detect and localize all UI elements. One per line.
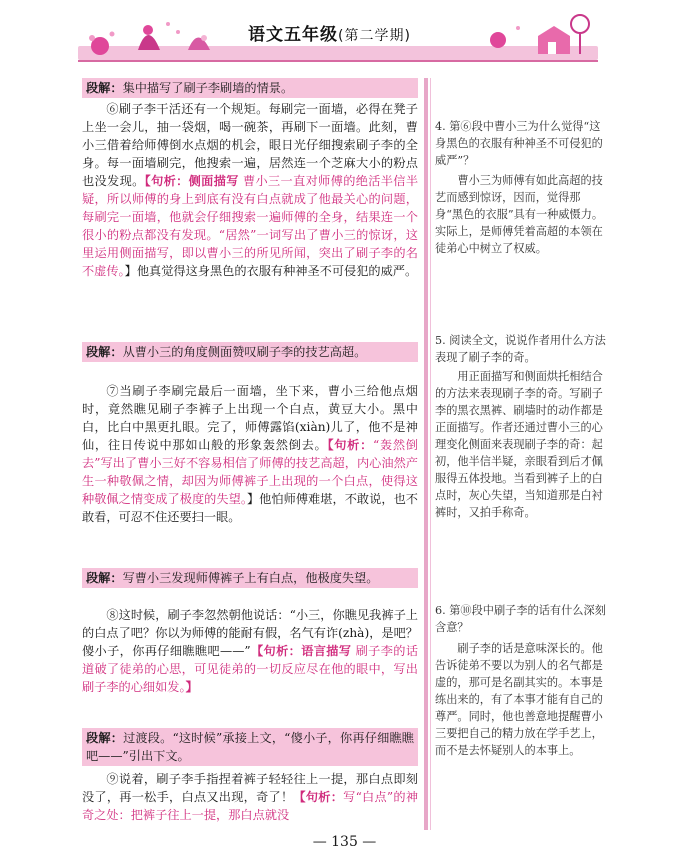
paragraph-6: ⑥刷子李干活还有一个规矩。每刷完一面墙，必得在凳子上坐一会儿，抽一袋烟，喝一碗茶，再刷下一面墙。此刻，曹小三借着给师傅倒水点烟的机会，眼日光仔细搜索刷子李的全身。每一面墙刷完，他搜索一遍，居然连一个芝麻大小的粉点也没发现。【句析：侧面描写 曹小三一直对师傅的绝活半信半疑，所以师傅的身上到底有没有白点就成了他最关心的问题，每刷完一面墙，他就会仔细搜索一遍师傅的全身，结果连一个很小的粉点都没有发现。“居然”一词写出了曹小三的惊讶，这里运用侧面描写，即以曹小三的所见所闻，突出了刷子李的名不虚传。】他真觉得这身黑色的衣服有种神圣不可侵犯的威严。 [82,102,419,278]
paragraph-8: ⑧这时候，刷子李忽然朝他说话：“小三，你瞧见我裤子上的白点了吧？你以为师傅的能耐有假，名气有诈(zhà)，是吧？傻小子，你再仔细瞧瞧吧——”【句析：语言描写 刷子李的话道破了徒弟的心思，可见徒弟的一切反应尽在他的眼中，写出刷子李的心细如发。】 [82,608,419,694]
answer-4: 曹小三为师傅有如此高超的技艺而感到惊讶，因而，觉得那身“黑色的衣服”具有一种威慑力。实际上，是师傅凭着高超的本领在徒弟心中树立了权威。 [435,174,604,255]
answer-6: 刷子李的话是意味深长的。他告诉徒弟不要以为别人的名气都是虚的，那可是名副其实的。本事是练出来的，有了本事才能有自己的尊严。同时，他也善意地提醒曹小三要把自己的精力放在学手艺上，而不是去怀疑别人的本事上。 [435,642,603,757]
paragraph-9: ⑨说着，刷子李手指捏着裤子轻轻往上一提，那白点即刻没了，再一松手，白点又出现，奇了！【句析：写“白点”的神奇之处：把裤子往上一提，那白点就没 [82,772,419,822]
header-house-decoration [468,10,598,60]
questions-column [430,78,611,830]
paragraph-7: ⑦当刷子李刷完最后一面墙，坐下来，曹小三给他点烟时，竟然瞧见刷子李裤子上出现一个白点，黄豆大小。黑中白，比白中黑更扎眼。完了，师傅露馅(xiàn)儿了，他不是神仙，往日传说中那如山般的形象轰然倒去。【句析：“轰然倒去”写出了曹小三好不容易相信了师傅的技艺高超，内心油然产生一种敬佩之情，却因为师傅裤子上出现的一个白点，使得这种敬佩之情变成了极度的失望。】他怕师傅难堪，不敢说，也不敢看，可忍不住还要扫一眼。 [82,384,418,524]
passage-column [82,78,418,830]
paragraph-summary-3: 段解：写曹小三发现师傅裤子上有白点，他极度失望。 [82,568,418,588]
paragraph-summary-1: 段解：集中描写了刷子李刷墙的情景。 [82,78,418,98]
page-number: — 135 — [312,834,377,850]
page-header [78,10,598,66]
answer-5: 用正面描写和侧面烘托相结合的方法来表现刷子李的奇。写刷子李的黑衣黑裤、刷墙时的动作都是正面描写。作者还通过曹小三的心理变化侧面来表现刷子李的奇：起初，他半信半疑，亲眼看到后才佩服得五体投地。当看到裤子上的白点时，灰心失望，当知道那是白衬裤时，又拍手称奇。 [435,370,603,519]
header-flower-decoration [78,10,228,60]
question-5: 5. 阅读全文，说说作者用什么方法表现了刷子李的奇。 [435,334,606,364]
header-title: 语文五年级(第二学期) [248,25,411,45]
header-rule [78,60,598,62]
column-divider [424,78,428,830]
question-6: 6. 第⑩段中刷子李的话有什么深刻含意？ [435,604,606,634]
question-4: 4. 第⑥段中曹小三为什么觉得“这身黑色的衣服有种神圣不可侵犯的威严”？ [435,120,603,167]
paragraph-summary-2: 段解：从曹小三的角度侧面赞叹刷子李的技艺高超。 [82,342,418,362]
paragraph-summary-4: 段解：过渡段。“这时候”承接上文，“傻小子，你再仔细瞧瞧吧——”引出下文。 [82,728,418,766]
